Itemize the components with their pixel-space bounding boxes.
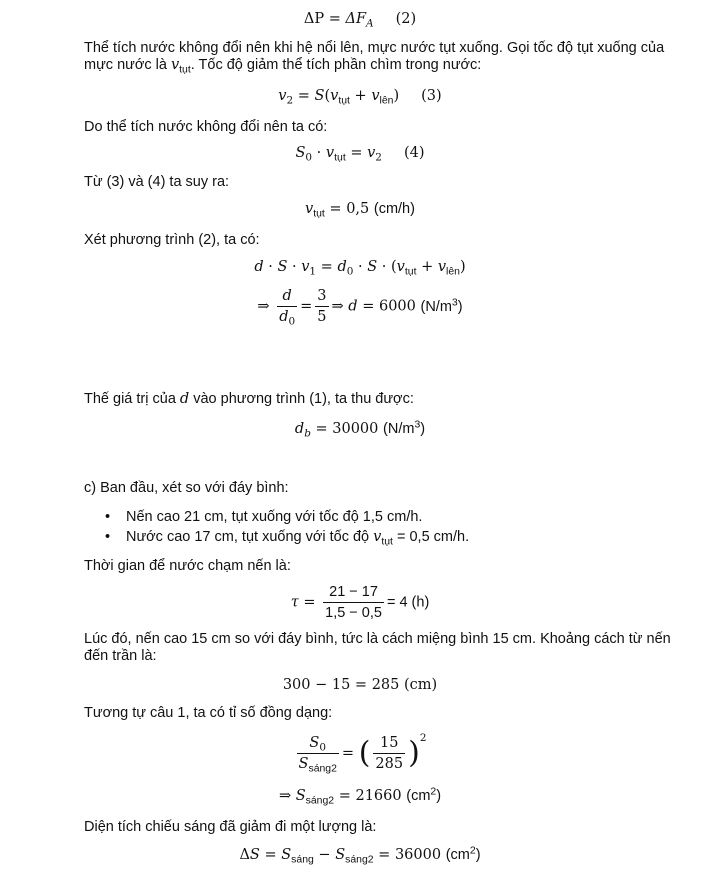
paragraph-water-level bbox=[84, 40, 680, 74]
value: 36000 bbox=[394, 847, 442, 863]
var-sub: tụt bbox=[179, 64, 191, 76]
paragraph-deduce: Từ (3) và (4) ta suy ra: bbox=[84, 174, 230, 190]
value: 0,5 bbox=[346, 201, 370, 217]
fraction-d-d0: $\frac{d}{d_0}$ bbox=[279, 288, 296, 328]
text-tail: . Tốc độ giảm thể tích phần chìm trong nước: bbox=[190, 57, 482, 73]
equation-db: $d_b = 30000$ $(N/m^3)$ bbox=[294, 419, 426, 440]
equation-delta-s: $\Delta S = S_{sáng} - S_{sáng2} = 36000$ $(cm^2)$ bbox=[239, 845, 481, 866]
bullet-text: Nến cao 21 cm, tụt xuống với tốc độ 1,5 cm/h. bbox=[126, 509, 423, 525]
result: = 4 (h) bbox=[386, 594, 430, 611]
paragraph-similar: Tương tự câu 1, ta có tỉ số đồng dạng: bbox=[84, 705, 333, 721]
unit: N/m bbox=[425, 298, 452, 315]
fraction-15-285: $\frac{15}{285}$ bbox=[375, 735, 404, 772]
equation-d: ⇒ $\frac{d}{d_0}$ = $\frac{3}{5}$ ⇒ d = 6000 $(N/m^3)$ bbox=[257, 288, 463, 328]
value: 21660 bbox=[355, 788, 402, 804]
equation-ratio: $\frac{S_0}{S_{sáng2}}$ = ( $\frac{15}{285}$ )$^2$ bbox=[298, 731, 427, 775]
bullet-water: • Nước cao 17 cm, tụt xuống với tốc độ $v_{tụt} = 0,5$ cm/h. bbox=[108, 529, 469, 546]
equation-s-sang2: ⇒ $S_{sáng2} = 21660$ $(cm^2)$ bbox=[278, 786, 442, 807]
fraction-s-ratio: $\frac{S_0}{S_{sáng2}}$ bbox=[298, 735, 337, 775]
paragraph-candle-height: Lúc đó, nến cao 15 cm so với đáy bình, tức là cách miệng bình 15 cm. Khoảng cách từ nến đến trần là: bbox=[84, 631, 671, 664]
paragraph-part-c: c) Ban đầu, xét so với đáy bình: bbox=[84, 480, 289, 496]
equation-vtut: $v_{tụt} = 0,5$ (cm/h) bbox=[305, 201, 415, 220]
equation-4: $S_0 \cdot v_{tụt} = v_2$ (4) bbox=[295, 145, 425, 164]
paragraph-consider-2: Xét phương trình (2), ta có: bbox=[84, 232, 260, 248]
equation-2: $\Delta P = \Delta F_A$ (2) bbox=[303, 11, 417, 30]
var: v bbox=[170, 57, 180, 73]
fraction-3-5: $\frac{3}{5}$ bbox=[317, 288, 327, 325]
equation-3: $v_2 = S(v_{tụt} + v_{lên})$ (3) bbox=[278, 88, 442, 107]
paragraph-substitute: Thế giá trị của d vào phương trình (1), ta thu được: bbox=[84, 391, 414, 407]
value: 30000 bbox=[332, 421, 379, 437]
unit: (cm/h) bbox=[373, 201, 415, 217]
paragraph-reduced-area: Diện tích chiếu sáng đã giảm đi một lượng là: bbox=[84, 819, 377, 835]
eq-lhs: ΔP bbox=[303, 11, 325, 27]
eq-rhs-sub: A bbox=[366, 17, 374, 30]
equation-tau: τ = $\frac{21 - 17}{1,5 - 0,5}$ = 4 (h) bbox=[290, 584, 430, 621]
equation-distance: 300 − 15 = 285 (cm) bbox=[282, 677, 438, 693]
paragraph-time: Thời gian để nước chạm nến là: bbox=[84, 558, 291, 574]
eq-number: (4) bbox=[403, 145, 425, 161]
paragraph-water-constant: Do thể tích nước không đổi nên ta có: bbox=[84, 119, 328, 135]
bullet-candle bbox=[108, 509, 422, 526]
unit: N/m bbox=[387, 421, 415, 437]
eq-number: (2) bbox=[395, 11, 417, 27]
value: 6000 bbox=[378, 298, 416, 315]
fraction-tau: $\frac{21 - 17}{1,5 - 0,5}$ bbox=[325, 584, 382, 621]
var-d: d bbox=[179, 391, 190, 407]
eq-number: (3) bbox=[421, 88, 442, 104]
eq-rhs: ΔF bbox=[345, 11, 367, 27]
text: Thể tích nước không đổi nên khi hệ nổi lên, mực nước tụt xuống. Gọi tốc độ tụt xuống của mực nước là bbox=[84, 40, 665, 73]
equation-balance: $d \cdot S \cdot v_1 = d_0 \cdot S \cdot (v_{tụt} + v_{lên})$ bbox=[254, 259, 466, 278]
